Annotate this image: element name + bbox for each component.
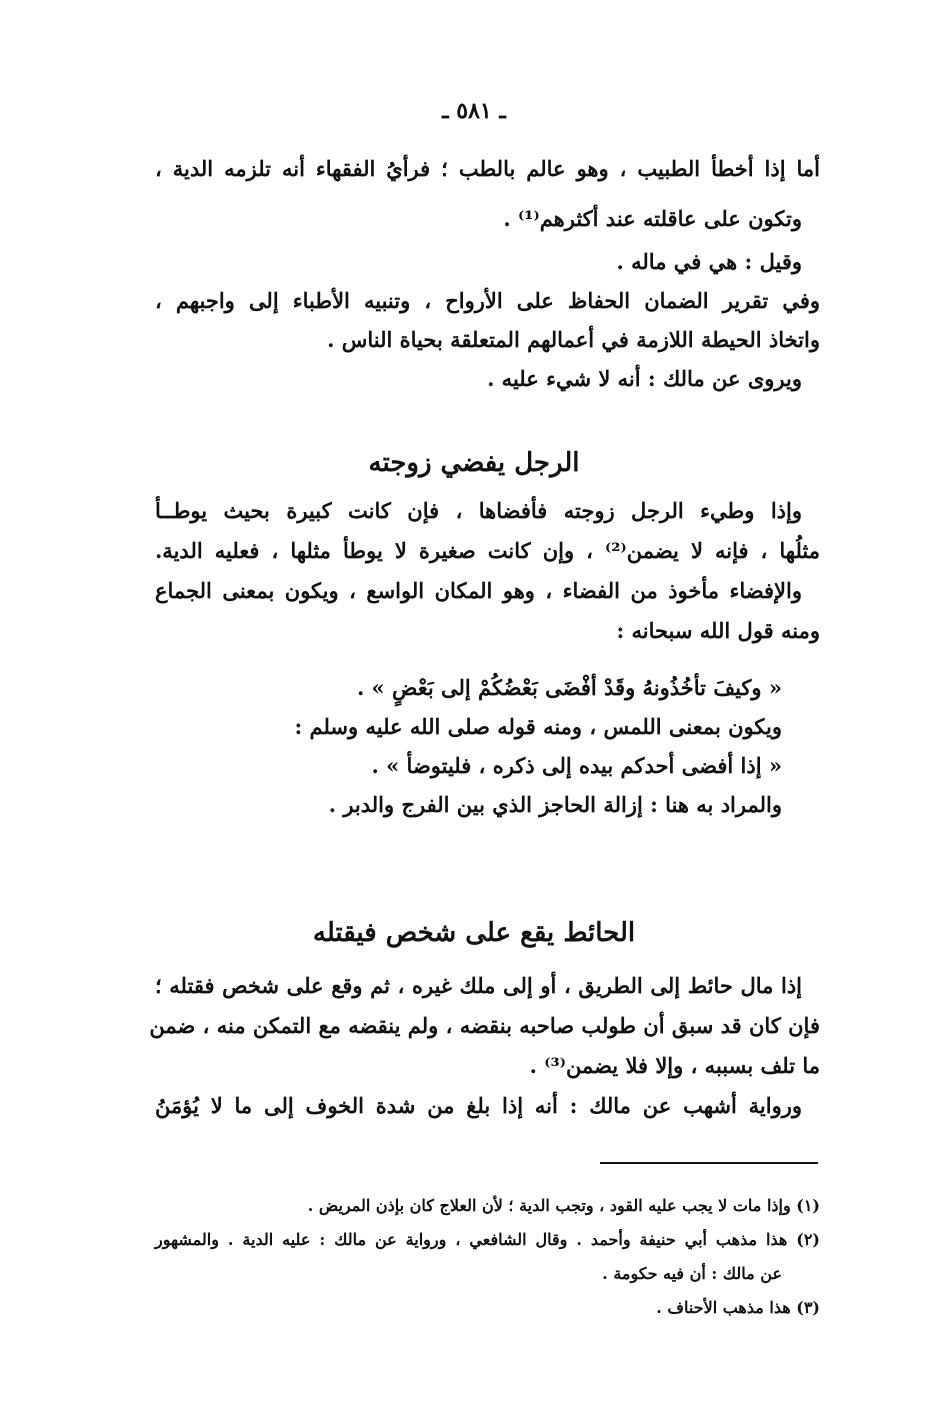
quran-quote: « وكيفَ تأخُذُونهُ وقَدْ أفْضَى بَعْضُكُمْ إلى بَعْضٍ » . <box>356 675 782 700</box>
page-number: ـ ٥٨١ ـ <box>442 98 506 124</box>
text-line: وإذا وطيء الرجل زوجته فأفضاها ، فإن كانت كبيرة بحيث يوطــأ <box>155 498 802 523</box>
footnote: عن مالك : أن فيه حكومة . <box>602 1264 782 1283</box>
footnote: (٢) هذا مذهب أبي حنيفة وأحمد . وقال الشافعي ، ورواية عن مالك : عليه الدية . والمشهور <box>155 1230 820 1249</box>
text-line: واتخاذ الحيطة اللازمة في أعمالهم المتعلقة بحياة الناس . <box>327 327 820 352</box>
text-line: ورواية أشهب عن مالك : أنه إذا بلغ من شدة الخوف إلى ما لا يُؤمَنُ <box>155 1093 802 1118</box>
hadith-quote: « إذا أفضى أحدكم بيده إلى ذكره ، فليتوضأ » . <box>371 753 782 778</box>
text-line: والإفضاء مأخوذ من الفضاء ، وهو المكان الواسع ، ويكون بمعنى الجماع <box>155 578 802 603</box>
text-line: ما تلف بسببه ، وإلا فلا يضمن⁽³⁾ . <box>529 1053 820 1078</box>
paragraph-wall <box>149 973 820 1118</box>
text-line: إذا مال حائط إلى الطريق ، أو إلى ملك غيره ، ثم وقع على شخص فقتله ؛ <box>155 973 802 998</box>
text-line: أما إذا أخطأ الطبيب ، وهو عالم بالطب ؛ فرأيُ الفقهاء أنه تلزمه الدية ، <box>155 156 820 181</box>
text-line: وفي تقرير الضمان الحفاظ على الأرواح ، وتنبيه الأطباء إلى واجبهم ، <box>155 288 820 313</box>
text-line: ومنه قول الله سبحانه : <box>616 618 820 643</box>
paragraph-husband <box>155 500 820 815</box>
text-line: ويروى عن مالك : أنه لا شيء عليه . <box>487 366 802 391</box>
text-line: والمراد به هنا : إزالة الحاجز الذي بين الفرج والدبر . <box>328 792 782 817</box>
text-line: فإن كان قد سبق أن طولب صاحبه بنقضه ، ولم ينقضه مع التمكن منه ، ضمن <box>149 1013 820 1038</box>
section-heading: الحائط يقع على شخص فيقتله <box>312 918 636 948</box>
text-line: وتكون على عاقلته عند أكثرهم⁽¹⁾ . <box>503 206 802 231</box>
text-line: وقيل : هي في ماله . <box>616 249 802 274</box>
section-heading: الرجل يفضي زوجته <box>368 448 580 478</box>
footnotes <box>155 1198 820 1316</box>
text-line: مثلُها ، فإنه لا يضمن⁽²⁾ ، وإن كانت صغيرة لا يوطأ مثلها ، فعليه الدية. <box>155 538 821 563</box>
footnote-separator <box>600 1162 818 1164</box>
paragraph-physician-error <box>155 158 820 389</box>
footnote: (١) وإذا مات لا يجب عليه القود ، وتجب الدية ؛ لأن العلاج كان بإذن المريض . <box>307 1196 820 1215</box>
footnote: (٣) هذا مذهب الأحناف . <box>656 1298 820 1317</box>
text-line: ويكون بمعنى اللمس ، ومنه قوله صلى الله عليه وسلم : <box>294 714 782 739</box>
